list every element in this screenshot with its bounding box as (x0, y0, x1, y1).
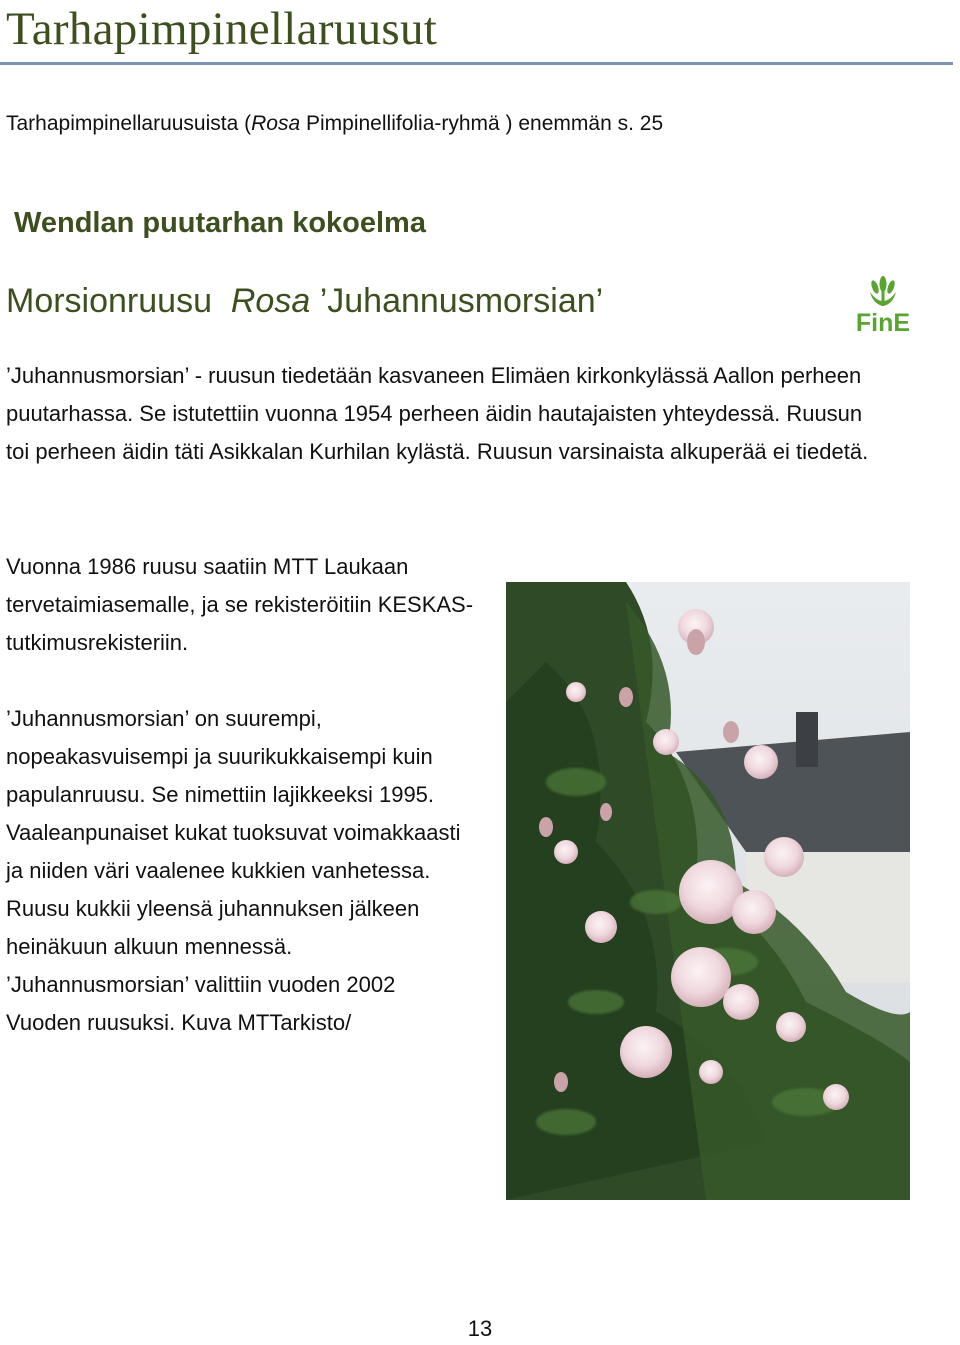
page-number: 13 (467, 1316, 493, 1341)
paragraph-registry: Vuonna 1986 ruusu saatiin MTT Laukaan tervetaimiasemalle, ja se rekisteröitiin KESKAS-tutkimusrekisteriin. (6, 554, 474, 655)
intro-italic: Rosa (251, 112, 301, 135)
rose-heading-italic: Rosa (230, 282, 311, 320)
title-underline (0, 62, 953, 65)
paragraph-origin: ’Juhannusmorsian’ - ruusun tiedetään kasvaneen Elimäen kirkonkylässä Aallon perheen puutarhassa. Se istutettiin vuonna 1954 perheen äidin hautajaisten yhteydessä. Ruusun toi perheen äidin täti Asikkalan Kurhilan kylästä. Ruusun varsinaista alkuperää ei tiedetä. (6, 363, 869, 464)
intro-line (6, 112, 663, 136)
intro-text-after: Pimpinellifolia-ryhmä ) enemmän s. 25 (300, 112, 664, 135)
rose-heading-suffix: ’Juhannusmorsian’ (310, 282, 604, 320)
rose-heading-prefix: Morsionruusu (6, 282, 231, 320)
logo-text: FinE (855, 309, 911, 336)
rose-bush-image (506, 582, 910, 1200)
intro-text-before: Tarhapimpinellaruusuista ( (6, 112, 252, 135)
tree-logo-icon (870, 276, 896, 306)
fine-logo (848, 276, 918, 336)
rose-heading (6, 282, 603, 321)
page-title: Tarhapimpinellaruusut (6, 3, 438, 55)
section-title: Wendlan puutarhan kokoelma (14, 207, 426, 239)
rose-photo (506, 582, 910, 1200)
paragraph-description: ’Juhannusmorsian’ on suurempi, nopeakasvuisempi ja suurikukkaisempi kuin papulanruusu. Se nimettiin lajikkeeksi 1995. Vaaleanpunaiset kukat tuoksuvat voimakkaasti ja niiden väri vaalenee kukkien vanhetessa. Ruusu kukkii yleensä juhannuksen jälkeen heinäkuun alkuun mennessä. ’Juhannusmorsian’ valittiin vuoden 2002 Vuoden ruusuksi. Kuva MTTarkisto/ (6, 706, 461, 1035)
